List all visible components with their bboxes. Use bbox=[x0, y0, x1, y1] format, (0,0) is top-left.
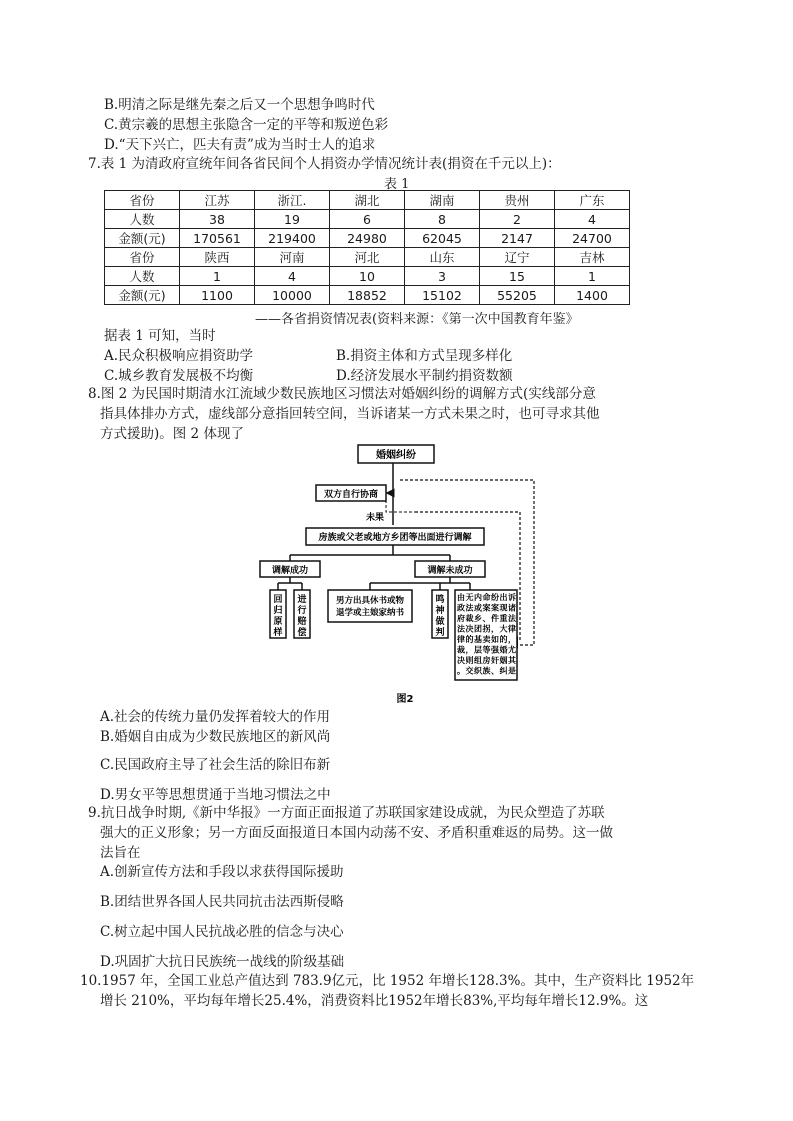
svg-text:案: 案 bbox=[491, 603, 499, 613]
q8-option-c: C.民国政府主导了社会生活的除旧布新 bbox=[100, 757, 331, 773]
svg-text:或: 或 bbox=[474, 603, 482, 613]
q8-stem-2: 指具体排办方式，虚线部分意指回转空间，当诉诸某一方式未果之时，也可寻求其他 bbox=[100, 406, 600, 422]
svg-text:裁: 裁 bbox=[457, 645, 465, 655]
svg-text:裁: 裁 bbox=[465, 614, 474, 623]
marriage-dispute-diagram bbox=[250, 440, 550, 710]
table-row-header: 金额(元) bbox=[105, 229, 180, 248]
q9-option-a: A.创新宣传方法和手段以求获得国际援助 bbox=[100, 864, 344, 880]
table-row-header: 省份 bbox=[105, 248, 180, 267]
svg-text:府: 府 bbox=[457, 614, 465, 623]
table-cell: 1100 bbox=[180, 286, 255, 305]
q8-option-a: A.社会的传统力量仍发挥着较大的作用 bbox=[100, 709, 331, 725]
table-cell: 6 bbox=[330, 210, 405, 229]
svg-text:纠: 纠 bbox=[499, 666, 508, 676]
svg-text:交: 交 bbox=[465, 666, 474, 676]
q10-stem-1: 10.1957 年，全国工业总产值达到 783.9亿元，比 1952 年增长128.3%。其中，生产资料比 1952年 bbox=[80, 973, 695, 989]
svg-text:其: 其 bbox=[508, 656, 516, 665]
svg-text:如: 如 bbox=[491, 635, 499, 644]
table-row-header: 人数 bbox=[105, 210, 180, 229]
svg-text:、: 、 bbox=[482, 614, 491, 623]
table-cell: 62045 bbox=[405, 229, 480, 248]
table-cell: 8 bbox=[405, 210, 480, 229]
table-row-header: 金额(元) bbox=[105, 286, 180, 305]
svg-text:诉: 诉 bbox=[508, 593, 516, 602]
q10-stem-2: 增长 210%，平均每年增长25.4%，消费资料比1952年增长83%,平均每年增长12.9%。这 bbox=[100, 993, 649, 1009]
svg-text:出: 出 bbox=[499, 593, 508, 602]
svg-text:命: 命 bbox=[482, 593, 491, 602]
svg-text:律: 律 bbox=[457, 635, 465, 644]
q7-lead: 据表 1 可知，当时 bbox=[104, 328, 216, 344]
table-row bbox=[105, 210, 630, 229]
svg-text:现: 现 bbox=[499, 603, 508, 613]
svg-text:组: 组 bbox=[474, 656, 482, 665]
svg-text:卖: 卖 bbox=[482, 635, 491, 644]
q8-option-d: D.男女平等思想贯通于当地习惯法之中 bbox=[100, 787, 331, 803]
svg-text:房: 房 bbox=[482, 656, 491, 665]
svg-text:尤: 尤 bbox=[508, 645, 516, 655]
table-cell: 山东 bbox=[405, 248, 480, 267]
svg-text:件: 件 bbox=[491, 614, 499, 623]
q7-option-d: D.经济发展水平制约捐资数额 bbox=[336, 368, 513, 384]
table-cell: 15 bbox=[480, 267, 555, 286]
q6-option-c: C.黄宗羲的思想主张隐含一定的平等和叛逆色彩 bbox=[104, 117, 389, 133]
table-cell: 河南 bbox=[255, 248, 330, 267]
svg-text:法: 法 bbox=[457, 624, 465, 634]
svg-text:内: 内 bbox=[474, 593, 482, 602]
svg-text:大: 大 bbox=[499, 624, 508, 634]
svg-text:织: 织 bbox=[474, 666, 482, 676]
svg-text:，: ， bbox=[508, 635, 516, 644]
svg-text:重: 重 bbox=[499, 614, 508, 623]
svg-text:无: 无 bbox=[465, 593, 474, 602]
q7-option-b: B.捐资主体和方式呈现多样化 bbox=[336, 348, 513, 364]
table-cell: 陕西 bbox=[180, 248, 255, 267]
table-cell: 19 bbox=[255, 210, 330, 229]
donation-table bbox=[104, 190, 630, 305]
table-row bbox=[105, 229, 630, 248]
label-dispute: 婚姻纠纷 bbox=[376, 450, 416, 461]
label-success: 调解成功 bbox=[271, 566, 309, 576]
svg-text:强: 强 bbox=[491, 645, 499, 655]
table-caption: 表 1 bbox=[384, 177, 410, 192]
svg-text:政: 政 bbox=[457, 603, 465, 613]
svg-text:由: 由 bbox=[457, 593, 465, 602]
svg-text:是: 是 bbox=[508, 666, 516, 676]
svg-text:决: 决 bbox=[465, 624, 474, 634]
table-cell: 1400 bbox=[555, 286, 630, 305]
svg-text:，: ， bbox=[465, 645, 474, 655]
q7-option-a: A.民众积极响应捐资助学 bbox=[104, 348, 254, 364]
svg-text:，: ， bbox=[491, 624, 499, 634]
q9-stem-2: 强大的正义形象；另一方面反面报道日本国内动荡不安、矛盾积重难返的局势。这一做 bbox=[100, 825, 613, 841]
table-cell: 219400 bbox=[255, 229, 330, 248]
svg-text:的: 的 bbox=[465, 635, 474, 644]
q6-option-d: D.“天下兴亡，匹夫有责”成为当时士人的追求 bbox=[104, 137, 376, 153]
q8-option-b: B.婚姻自由成为少数民族地区的新风尚 bbox=[100, 729, 331, 745]
table-cell: 18852 bbox=[330, 286, 405, 305]
table-cell: 170561 bbox=[180, 229, 255, 248]
svg-text:姻: 姻 bbox=[499, 656, 508, 665]
table-cell: 1 bbox=[180, 267, 255, 286]
q9-stem-1: 9.抗日战争时期,《新中华报》一方面正面报道了苏联国家建设成就，为民众塑造了苏联 bbox=[88, 805, 605, 821]
q7-stem: 7.表 1 为清政府宣统年间各省民间个人捐资办学情况统计表(捐资在千元以上)： bbox=[88, 156, 561, 172]
label-unsuccess: 调解未成功 bbox=[427, 566, 473, 576]
q9-stem-3: 法旨在 bbox=[100, 845, 141, 861]
svg-text:、: 、 bbox=[491, 666, 499, 676]
table-cell: 2 bbox=[480, 210, 555, 229]
table-cell: 10 bbox=[330, 267, 405, 286]
table-cell: 24980 bbox=[330, 229, 405, 248]
table-cell: 4 bbox=[255, 267, 330, 286]
table-cell: 江苏 bbox=[180, 191, 255, 210]
q8-stem-3: 方式援助)。图 2 体现了 bbox=[100, 426, 244, 442]
svg-text:基: 基 bbox=[474, 635, 482, 644]
label-negotiate: 双方自行协商 bbox=[323, 490, 379, 500]
table-row-header: 省份 bbox=[105, 191, 180, 210]
table-cell: 55205 bbox=[480, 286, 555, 305]
svg-text:等: 等 bbox=[482, 645, 491, 655]
q7-option-c: C.城乡教育发展极不均衡 bbox=[104, 368, 254, 384]
table-row bbox=[105, 191, 630, 210]
table-row-header: 人数 bbox=[105, 267, 180, 286]
svg-text:的: 的 bbox=[499, 635, 508, 644]
svg-text:法: 法 bbox=[508, 614, 516, 623]
table-cell: 1 bbox=[555, 267, 630, 286]
table-row bbox=[105, 267, 630, 286]
svg-text:案: 案 bbox=[482, 603, 491, 613]
table-cell: 3 bbox=[405, 267, 480, 286]
q9-option-c: C.树立起中国人民抗战必胜的信念与决心 bbox=[100, 924, 344, 940]
svg-text:纷: 纷 bbox=[491, 593, 499, 602]
table-row bbox=[105, 248, 630, 267]
table-cell: 吉林 bbox=[555, 248, 630, 267]
table-source: ——各省捐资情况表(资料来源：《第一次中国教育年鉴》 bbox=[255, 312, 579, 327]
table-cell: 湖北 bbox=[330, 191, 405, 210]
label-divorce: 男方出具休书或物退学或主娘家纳书 bbox=[335, 596, 405, 618]
svg-text:律: 律 bbox=[508, 624, 516, 634]
svg-text:决: 决 bbox=[457, 656, 465, 665]
q9-option-d: D.巩固扩大抗日民族统一战线的阶级基础 bbox=[100, 954, 345, 970]
svg-text:族: 族 bbox=[482, 666, 491, 676]
table-cell: 10000 bbox=[255, 286, 330, 305]
q6-option-b: B.明清之际是继先秦之后又一个思想争鸣时代 bbox=[104, 97, 375, 113]
table-cell: 15102 bbox=[405, 286, 480, 305]
label-divine: 鸣神做判 bbox=[435, 595, 445, 638]
svg-text:则: 则 bbox=[465, 656, 474, 665]
svg-text:法: 法 bbox=[465, 603, 474, 613]
table-cell: 4 bbox=[555, 210, 630, 229]
svg-text:团: 团 bbox=[474, 624, 482, 634]
label-restore: 回归原样 bbox=[273, 595, 283, 638]
label-mediate: 房族或父老或地方乡团等出面进行调解 bbox=[318, 533, 472, 543]
q9-option-b: B.团结世界各国人民共同抗击法西斯侵略 bbox=[100, 894, 344, 910]
q8-stem-1: 8.图 2 为民国时期清水江流域少数民族地区习惯法对婚姻纠纷的调解方式(实线部分意 bbox=[88, 386, 596, 402]
table-cell: 广东 bbox=[555, 191, 630, 210]
table-cell: 2147 bbox=[480, 229, 555, 248]
figure-caption: 图2 bbox=[396, 694, 414, 705]
table-cell: 38 bbox=[180, 210, 255, 229]
svg-text:婚: 婚 bbox=[499, 645, 508, 655]
svg-text:诸: 诸 bbox=[508, 603, 516, 613]
table-cell: 24700 bbox=[555, 229, 630, 248]
svg-text:乡: 乡 bbox=[474, 614, 482, 623]
table-row bbox=[105, 286, 630, 305]
label-compensate: 进行赔偿 bbox=[297, 595, 307, 638]
table-cell: 浙江. bbox=[255, 191, 330, 210]
table-cell: 河北 bbox=[330, 248, 405, 267]
svg-text:奸: 奸 bbox=[491, 656, 499, 665]
table-cell: 贵州 bbox=[480, 191, 555, 210]
svg-text:层: 层 bbox=[474, 645, 482, 655]
svg-text:。: 。 bbox=[457, 666, 465, 676]
table-cell: 辽宁 bbox=[480, 248, 555, 267]
label-fail: 未果 bbox=[366, 513, 385, 523]
table-cell: 湖南 bbox=[405, 191, 480, 210]
svg-text:拐: 拐 bbox=[482, 624, 491, 634]
